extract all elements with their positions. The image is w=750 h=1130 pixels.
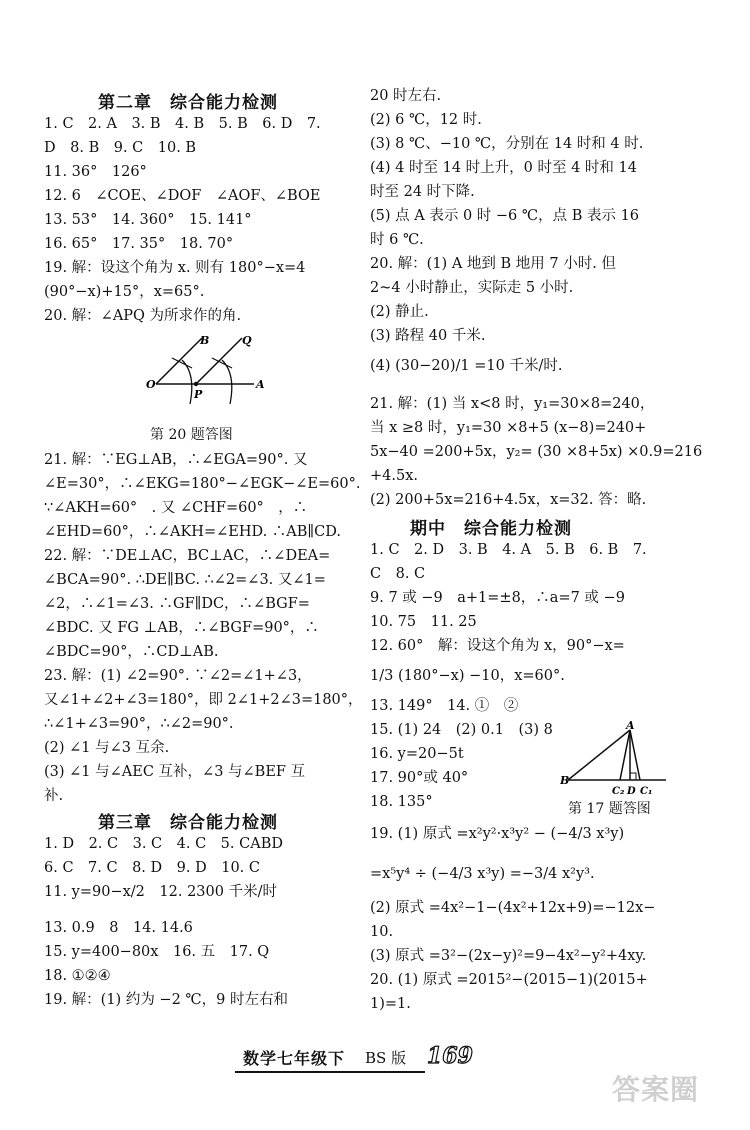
answer-line: 20. 解：∠APQ 为所求作的角. (44, 308, 242, 324)
chapter2-heading: 第二章 综合能力检测 (98, 93, 278, 113)
label-q: Q (242, 334, 252, 347)
answer-line: 9. 7 或 −9 a+1=±8，∴a=7 或 −9 (370, 590, 625, 606)
answer-line: 时至 24 时下降. (370, 184, 475, 200)
answer-line: (2) 200+5x=216+4.5x，x=32. 答：略. (370, 492, 647, 508)
answer-line: 11. 36° 126° (44, 164, 147, 180)
answer-line: (4) (30−20)/1 =10 千米/时. (370, 358, 563, 374)
answer-line: (3) 路程 40 千米. (370, 328, 486, 344)
label-c1: C₁ (640, 786, 653, 797)
answer-line: ∴∠1+∠3=90°，∴∠2=90°. (44, 716, 234, 732)
answer-line: ∵∠AKH=60° . 又 ∠CHF=60° ，∴ (44, 500, 308, 516)
answer-line: 18. ①②④ (44, 968, 111, 984)
answer-line: 13. 149° 14. ① ② (370, 698, 519, 714)
answer-line: D 8. B 9. C 10. B (44, 140, 197, 156)
answer-line: (2) 6 ℃，12 时. (370, 112, 482, 128)
answer-line: 21. 解：∵EG⊥AB，∴∠EGA=90°. 又 (44, 452, 308, 468)
answer-line: ∠BDC=90°，∴CD⊥AB. (44, 644, 219, 660)
answer-line: 16. 65° 17. 35° 18. 70° (44, 236, 234, 252)
answer-line: 21. 解：(1) 当 x<8 时，y₁=30×8=240， (370, 396, 655, 412)
answer-line: (2) ∠1 与∠3 互余. (44, 740, 170, 756)
answer-line: 17. 90°或 40° (370, 770, 469, 786)
label-d: D (627, 786, 636, 797)
label-a: A (626, 720, 635, 732)
construction-mark (172, 358, 192, 368)
answer-line: 10. (370, 924, 394, 940)
page-number: 169 (427, 1043, 473, 1069)
answer-line: =x⁵y⁴ ÷ (−4/3 x³y) =−3/4 x²y³. (370, 866, 595, 882)
figure-20-diagram (144, 332, 304, 424)
answer-line: 10. 75 11. 25 (370, 614, 477, 630)
answer-line: 1/3 (180°−x) −10，x=60°. (370, 668, 565, 684)
label-c2: C₂ (612, 786, 625, 797)
label-a: A (256, 378, 265, 391)
answer-line: 2~4 小时静止，实际走 5 小时. (370, 280, 574, 296)
answer-line: (2) 静止. (370, 304, 429, 320)
answer-line: ∠BDC. 又 FG ⊥AB，∴∠BGF=90°，∴ (44, 620, 319, 636)
watermark: 答案圈 (612, 1073, 700, 1106)
midterm-heading: 期中 综合能力检测 (410, 519, 572, 539)
answer-line: 20 时左右. (370, 88, 442, 104)
answer-line: 22. 解：∵DE⊥AC，BC⊥AC，∴∠DEA= (44, 548, 331, 564)
answer-line: 1. C 2. D 3. B 4. A 5. B 6. B 7. (370, 542, 647, 558)
right-angle-mark (630, 773, 636, 780)
answer-line: 1. D 2. C 3. C 4. C 5. CABD (44, 836, 283, 852)
answer-line: 15. (1) 24 (2) 0.1 (3) 8 (370, 722, 553, 738)
answer-line: (3) ∠1 与∠AEC 互补，∠3 与∠BEF 互 (44, 764, 306, 780)
answer-line: 又∠1+∠2+∠3=180°，即 2∠1+2∠3=180°， (44, 692, 363, 708)
answer-line: 19. (1) 原式 =x²y²·x³y² − (−4/3 x³y) (370, 826, 625, 842)
answer-line: ∠E=30°，∴∠EKG=180°−∠EGK−∠E=60°. (44, 476, 361, 492)
figure-17-diagram (560, 720, 672, 800)
answer-line: 13. 53° 14. 360° 15. 141° (44, 212, 252, 228)
answer-line: (3) 8 ℃、−10 ℃，分别在 14 时和 4 时. (370, 136, 644, 152)
figure-17-caption: 第 17 题答图 (568, 801, 651, 817)
answer-line: ∠EHD=60°，∴∠AKH=∠EHD. ∴AB∥CD. (44, 524, 341, 540)
page-footer (235, 1038, 475, 1078)
answer-line: 15. y=400−80x 16. 五 17. Q (44, 944, 270, 960)
answer-line: 20. 解：(1) A 地到 B 地用 7 小时. 但 (370, 256, 616, 272)
answer-line: 18. 135° (370, 794, 433, 810)
answer-line: 11. y=90−x/2 12. 2300 千米/时 (44, 884, 277, 900)
point-p (194, 382, 198, 386)
answer-line: (4) 4 时至 14 时上升，0 时至 4 时和 14 (370, 160, 637, 176)
answer-line: C 8. C (370, 566, 426, 582)
label-o: O (146, 378, 156, 391)
construction-mark (212, 358, 232, 368)
book-title: 数学七年级下 (243, 1049, 346, 1068)
answer-line: 16. y=20−5t (370, 746, 464, 762)
answer-line: 23. 解：(1) ∠2=90°. ∵∠2=∠1+∠3， (44, 668, 312, 684)
chapter3-heading: 第三章 综合能力检测 (98, 813, 278, 833)
answer-line: (90°−x)+15°，x=65°. (44, 284, 205, 300)
answer-line: ∠2，∴∠1=∠3. ∴GF∥DC，∴∠BGF= (44, 596, 310, 612)
label-p: P (194, 388, 203, 401)
answer-line: (5) 点 A 表示 0 时 −6 ℃，点 B 表示 16 (370, 208, 640, 224)
label-b: B (560, 774, 570, 787)
answer-line: 12. 6 ∠COE、∠DOF ∠AOF、∠BOE (44, 188, 321, 204)
answer-line: 20. (1) 原式 =2015²−(2015−1)(2015+ (370, 972, 648, 988)
answer-line: (2) 原式 =4x²−1−(4x²+12x+9)=−12x− (370, 900, 656, 916)
footer-rule (235, 1071, 425, 1073)
edition-label: BS 版 (365, 1049, 407, 1067)
label-b: B (200, 334, 210, 347)
answer-line: 13. 0.9 8 14. 14.6 (44, 920, 193, 936)
answer-line: 当 x ≥8 时，y₁=30 ×8+5 (x−8)=240+ (370, 420, 647, 436)
answer-line: (3) 原式 =3²−(2x−y)²=9−4x²−y²+4xy. (370, 948, 647, 964)
figure-20-caption: 第 20 题答图 (150, 427, 233, 443)
answer-line: 12. 60° 解：设这个角为 x，90°−x= (370, 638, 625, 654)
answer-line: +4.5x. (370, 468, 418, 484)
answer-line: 1)=1. (370, 996, 411, 1012)
answer-line: 19. 解：(1) 约为 −2 ℃，9 时左右和 (44, 992, 288, 1008)
answer-line: 19. 解：设这个角为 x. 则有 180°−x=4 (44, 260, 306, 276)
answer-line: 时 6 ℃. (370, 232, 424, 248)
answer-line: 补. (44, 788, 64, 804)
answer-line: ∠BCA=90°. ∴DE∥BC. ∴∠2=∠3. 又∠1= (44, 572, 326, 588)
answer-line: 1. C 2. A 3. B 4. B 5. B 6. D 7. (44, 116, 321, 132)
answer-line: 5x−40 =200+5x，y₂= (30 ×8+5x) ×0.9=216 (370, 444, 703, 460)
answer-line: 6. C 7. C 8. D 9. D 10. C (44, 860, 260, 876)
side-ab (568, 730, 630, 780)
